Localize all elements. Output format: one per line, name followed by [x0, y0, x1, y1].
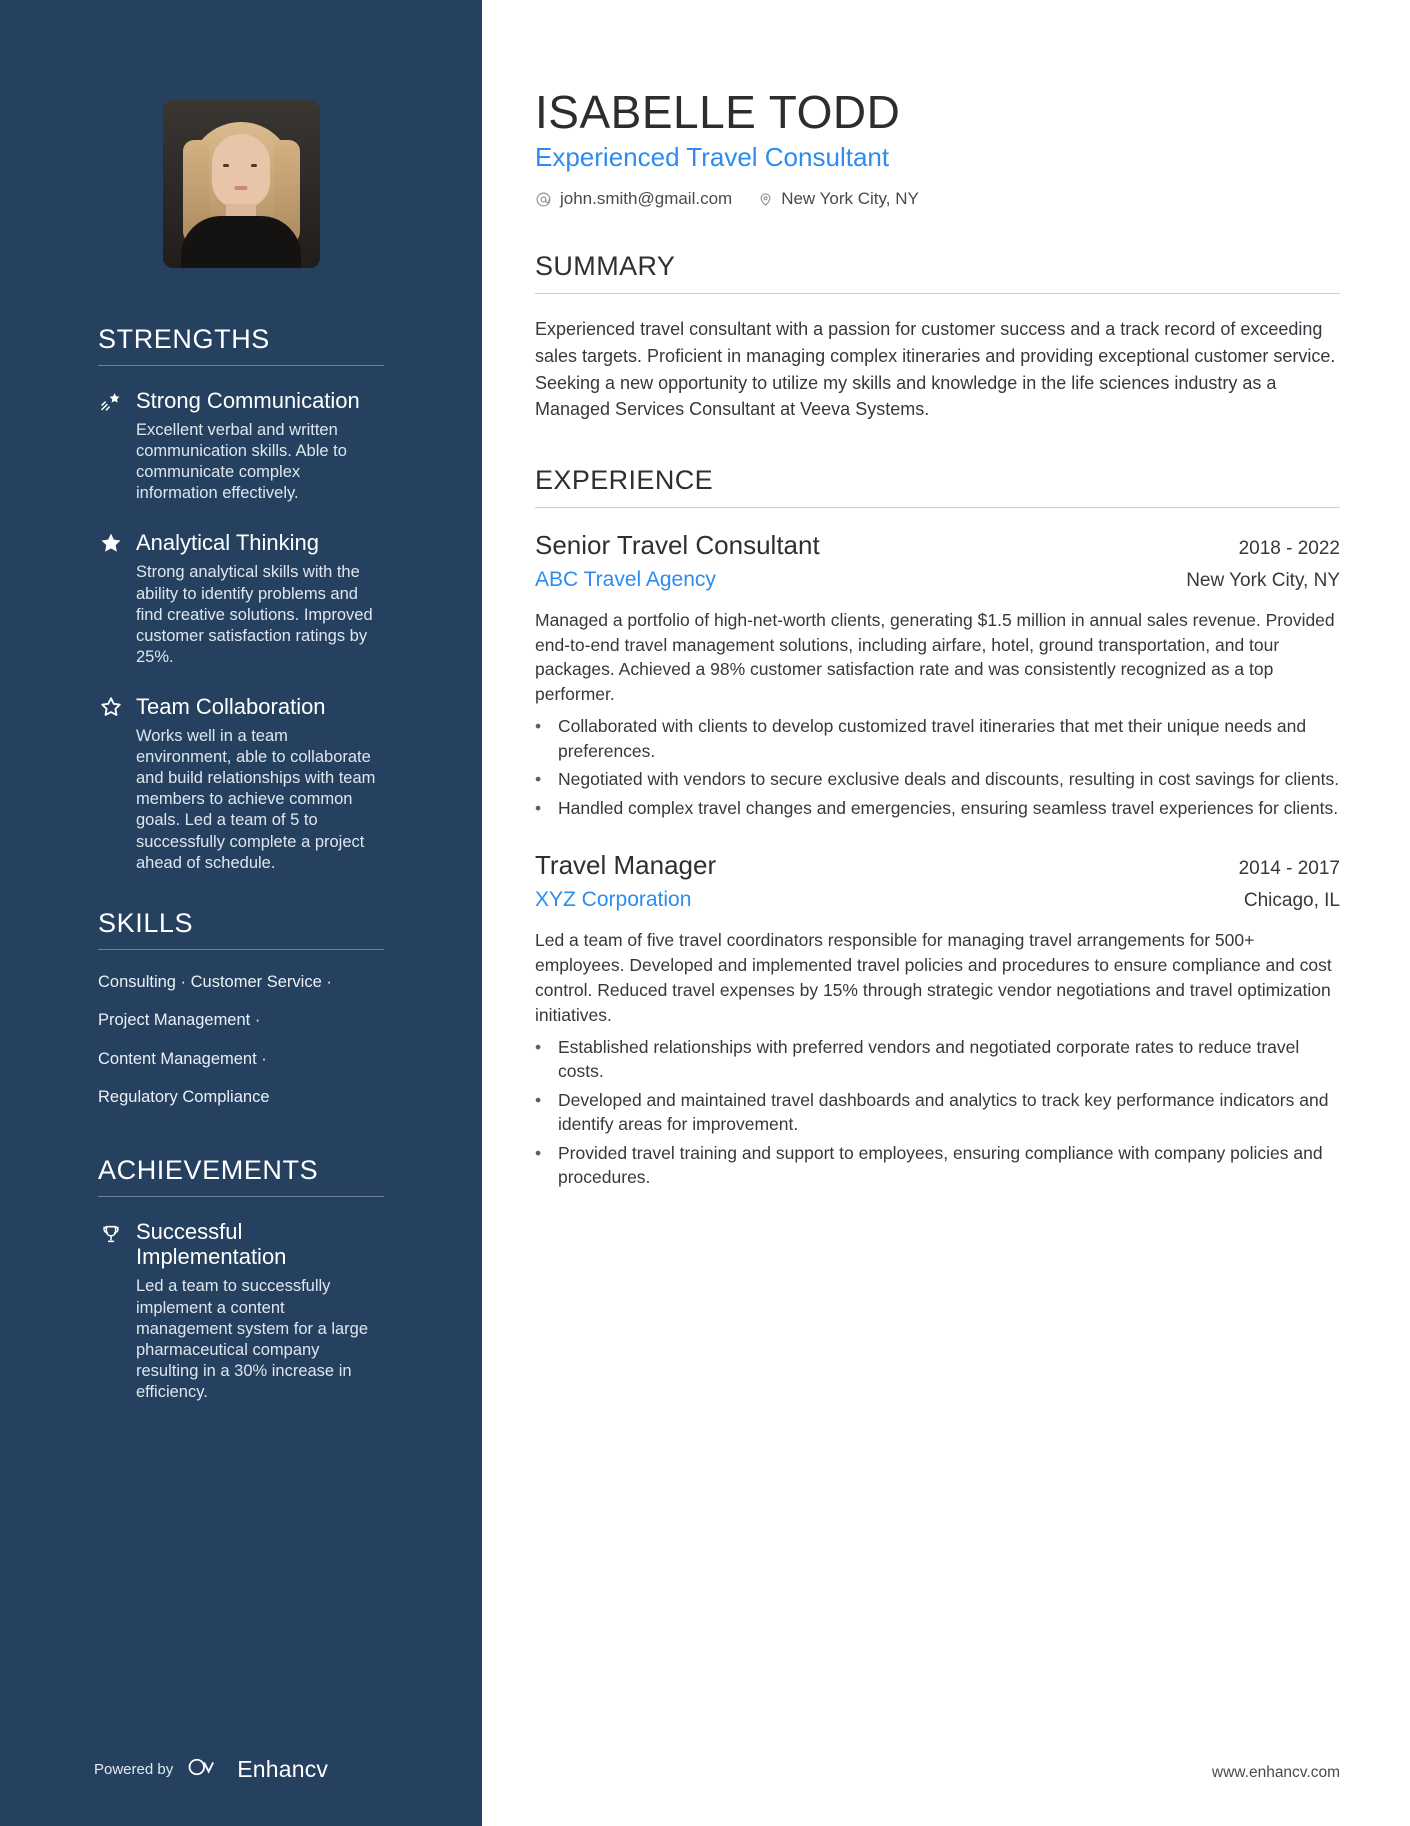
strength-item [98, 388, 384, 504]
strength-name: Team Collaboration [136, 693, 326, 719]
shooting-star-icon [98, 388, 124, 414]
bullet-text: Developed and maintained travel dashboards and analytics to track key performance indicators and identify areas for improvement. [558, 1089, 1329, 1135]
strength-name: Analytical Thinking [136, 530, 320, 556]
trophy-icon [98, 1221, 124, 1247]
footer-url[interactable]: www.enhancv.com [1211, 1764, 1340, 1781]
experience-section [535, 465, 1340, 1190]
achievements-title: ACHIEVEMENTS [98, 1154, 319, 1185]
job-description: Managed a portfolio of high-net-worth clients, generating $1.5 million in annual sales revenue. Provided end-to-end travel management solutions, including airfare, hotel, ground transportation, and tour packages. Achieved a 98% customer satisfaction rate and was consistently recognized as a top performer. [535, 609, 1335, 705]
page-title: ISABELLE TODD [535, 86, 901, 138]
job-title: Senior Travel Consultant [535, 529, 820, 560]
experience-item [535, 530, 1340, 820]
divider [98, 1196, 384, 1197]
star-outline-icon [98, 694, 124, 720]
strength-description: Strong analytical skills with the ability to identify problems and find creative solutions. Improved customer satisfaction ratings by 25%. [136, 563, 373, 666]
job-description: Led a team of five travel coordinators responsible for managing travel arrangements for 500+ employees. Developed and implemented travel policies and procedures to ensure compliance and cost control. Reduced travel expenses by 15% through strategic vendor negotiations and travel optimization initiatives. [535, 930, 1332, 1025]
experience-item [535, 850, 1340, 1189]
divider [535, 293, 1340, 294]
achievement-description: Led a team to successfully implement a content management system for a large pharmaceutical company resulting in a 30% increase in efficiency. [136, 1277, 369, 1401]
bullet-icon: • [535, 1089, 542, 1110]
list-item [535, 1088, 1340, 1137]
avatar-wrapper [0, 0, 482, 268]
list-item [535, 767, 1340, 792]
list-item [535, 796, 1340, 821]
powered-by-label: Powered by [94, 1761, 174, 1778]
summary-text: Experienced travel consultant with a passion for customer success and a track record of exceeding sales targets. Proficient in managing complex itineraries and providing exceptional customer service. Seeking a new opportunity to utilize my skills and knowledge in the life sciences industry as a Managed Services Consultant at Veeva Systems. [535, 319, 1336, 420]
enhancv-logo-icon [185, 1755, 225, 1784]
skills-section [0, 908, 482, 1109]
achievements-section [0, 1155, 482, 1404]
strength-item [98, 530, 384, 668]
job-company[interactable]: XYZ Corporation [535, 888, 692, 912]
strengths-title: STRENGTHS [98, 324, 270, 354]
divider [98, 949, 384, 950]
summary-title: SUMMARY [535, 251, 676, 282]
main-content [482, 0, 1410, 1826]
bullet-text: Provided travel training and support to employees, ensuring compliance with company policies and procedures. [558, 1142, 1323, 1188]
bullet-icon: • [535, 1142, 542, 1163]
achievement-item [98, 1219, 384, 1404]
bullet-text: Negotiated with vendors to secure exclusive deals and discounts, resulting in cost savings for clients. [558, 769, 1340, 790]
experience-title: EXPERIENCE [535, 464, 714, 495]
divider [535, 507, 1340, 508]
job-date: 2014 - 2017 [1238, 858, 1340, 880]
location-contact [758, 189, 919, 209]
strength-description: Excellent verbal and written communication skills. Able to communicate complex information effectively. [136, 421, 347, 503]
strength-description: Works well in a team environment, able to collaborate and build relationships with team members to achieve common goals. Led a team of 5 to successfully complete a project ahead of schedule. [136, 726, 376, 872]
bullet-icon: • [535, 797, 542, 818]
bullet-text: Collaborated with clients to develop customized travel itineraries that met their unique needs and preferences. [558, 716, 1307, 761]
avatar [163, 100, 320, 268]
email-text: john.smith@gmail.com [560, 189, 733, 209]
skill-row: Regulatory Compliance [98, 1088, 270, 1107]
job-location: New York City, NY [1186, 569, 1340, 591]
achievement-name: Successful Implementation [136, 1218, 287, 1270]
list-item [535, 1035, 1340, 1084]
strengths-section [0, 324, 482, 874]
powered-by [94, 1755, 328, 1784]
skill-row: Project Management · [98, 1011, 261, 1030]
contact-info [535, 189, 1340, 209]
star-icon [98, 530, 124, 556]
job-role-subtitle: Experienced Travel Consultant [535, 142, 890, 173]
job-bullet-list [535, 714, 1340, 820]
skill-row: Consulting · Customer Service · [98, 972, 332, 991]
bullet-text: Established relationships with preferred vendors and negotiated corporate rates to reduce travel costs. [558, 1036, 1300, 1082]
bullet-icon: • [535, 1036, 542, 1057]
skill-row: Content Management · [98, 1049, 267, 1068]
job-date: 2018 - 2022 [1238, 537, 1340, 559]
skills-title: SKILLS [98, 907, 194, 938]
sidebar [0, 0, 482, 1826]
location-pin-icon [758, 191, 773, 208]
job-bullet-list [535, 1035, 1340, 1190]
location-text: New York City, NY [781, 189, 919, 209]
powered-by-brand: Enhancv [237, 1756, 329, 1782]
resume-header [535, 88, 1340, 209]
job-location: Chicago, IL [1243, 890, 1340, 912]
list-item [535, 714, 1340, 763]
job-title: Travel Manager [535, 850, 717, 881]
email-icon [535, 191, 552, 208]
list-item [535, 1141, 1340, 1190]
bullet-icon: • [535, 716, 542, 737]
divider [98, 365, 384, 366]
bullet-text: Handled complex travel changes and emergencies, ensuring seamless travel experiences for clients. [558, 797, 1339, 818]
strength-name: Strong Communication [136, 388, 360, 413]
summary-section [535, 251, 1340, 423]
bullet-icon: • [535, 769, 542, 790]
job-company[interactable]: ABC Travel Agency [535, 567, 716, 591]
email-contact [535, 189, 732, 209]
strength-item [98, 694, 384, 874]
